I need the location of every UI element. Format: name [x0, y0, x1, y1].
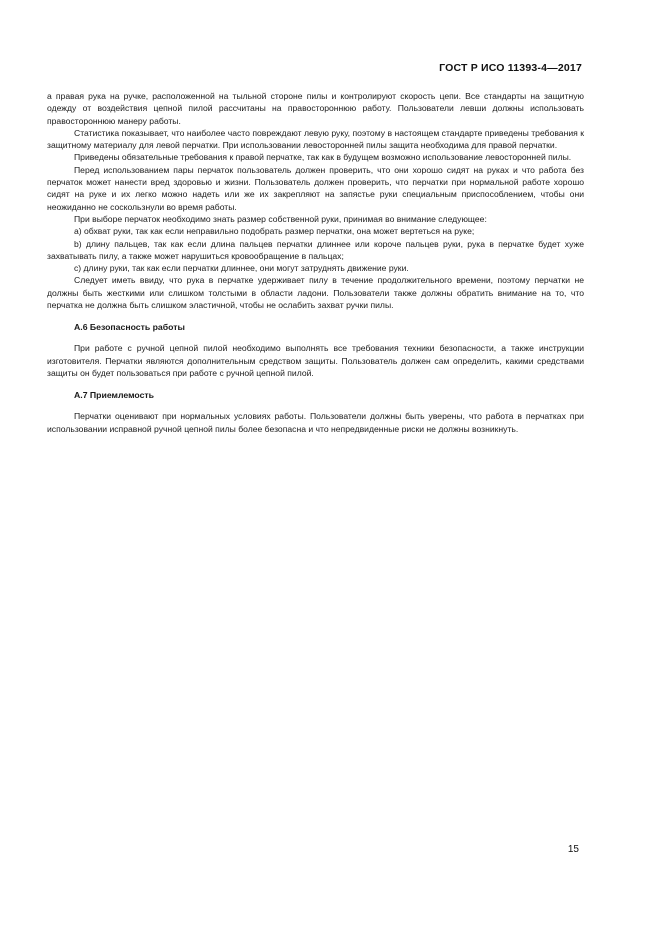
section-heading-a7: А.7 Приемлемость — [74, 390, 155, 401]
paragraph: При выборе перчаток необходимо знать размер собственной руки, принимая во внимание следующее: — [74, 213, 487, 224]
section-heading-a6: А.6 Безопасность работы — [74, 322, 185, 333]
paragraph: Следует иметь ввиду, что рука в перчатке удерживает пилу в течение продолжительного времени, поэтому перчатки не должны быть жесткими или слишком толстыми в области ладони. Пользователи также должны обратить внимание на то, что перчатка не должна быть слишком эластичной, чтобы не ослабить захват ручки пилы. — [47, 275, 584, 311]
section-a6-text: При работе с ручной цепной пилой необходимо выполнять все требования техники безопасности, а также инструкции изготовителя. Перчатки являются дополнительным средством защиты. Пользователь должен сам определить, какими средствами защиты он будет пользоваться при работе с ручной цепной пилой. — [47, 343, 584, 378]
section-a7-text: Перчатки оценивают при нормальных условиях работы. Пользователи должны быть уверены, что работа в перчатках при использовании исправной ручной цепной пилы более безопасна и что непредвиденные риски не должны возникнуть. — [47, 411, 584, 434]
paragraph: Перед использованием пары перчаток пользователь должен проверить, что они хорошо сидят на руках и что работа без перчаток может нанести вред здоровью и жизни. Пользователь должен проверить, что перчатки при нормальной работе хорошо сидят на руке и их легко можно надеть или же их закрепляют на запястье руки специальным приспособлением, чтобы они неожиданно не соскользнули во время работы. — [47, 164, 584, 212]
list-item: b) длину пальцев, так как если длина пальцев перчатки длиннее или короче пальцев руки, рука в перчатке будет хуже захватывать пилу, а также может нарушиться кровообращение в пальцах; — [47, 238, 584, 261]
document-header: ГОСТ Р ИСО 11393-4—2017 — [439, 62, 582, 74]
paragraph: Приведены обязательные требования к правой перчатке, так как в будущем возможно использование левосторонней пилы. — [74, 152, 572, 163]
list-item: а) обхват руки, так как если неправильно подобрать размер перчатки, она может вертеться на руке; — [74, 226, 475, 237]
document-body — [47, 90, 584, 435]
paragraph: Статистика показывает, что наиболее часто повреждают левую руку, поэтому в настоящем стандарте приведены требования к защитному материалу для левой перчатки. При использовании левосторонней пилы защита необходима для правой перчатки. — [47, 127, 584, 151]
list-item: c) длину руки, так как если перчатки длиннее, они могут затруднять движение руки. — [74, 263, 409, 274]
paragraph: а правая рука на ручке, расположенной на тыльной стороне пилы и контролируют скорость цепи. Все стандарты на защитную одежду от воздействия цепной пилой рассчитаны на правостороннюю работу. Пользователи левши должны использовать правостороннюю манеру работы. — [47, 91, 584, 126]
page-number: 15 — [567, 844, 579, 855]
